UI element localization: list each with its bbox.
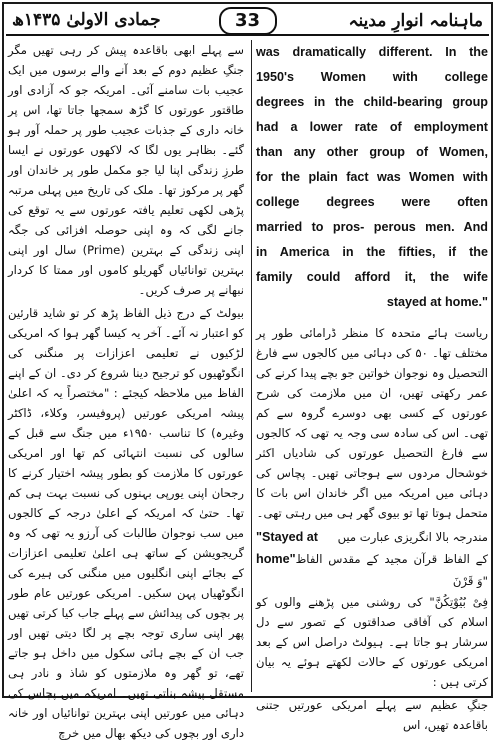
left-urdu-column xyxy=(8,40,244,740)
right-column xyxy=(256,40,488,732)
english-line: college degrees were often xyxy=(256,195,488,209)
english-line: 1950's Women with college xyxy=(256,70,488,84)
quote-line-1 xyxy=(256,526,488,548)
quote-continuation: کے الفاظ قرآن مجید کے مقدس الفاظ "وَ قَرْنَ xyxy=(295,552,488,588)
quote-intro: مندرجہ بالا انگریزی عبارت میں xyxy=(337,530,488,544)
english-line: in America in the fifties, if the xyxy=(256,245,488,259)
page-number: 33 xyxy=(219,7,277,35)
english-line-last: stayed at home." xyxy=(386,295,488,309)
english-line: family could afford it, the wife xyxy=(256,270,488,284)
quote-phrase-stayed-at: "Stayed at xyxy=(256,530,318,544)
left-paragraph-1: سے پہلے ابھی باقاعدہ پیش کر رہی تھیں مگر جنگِ عظیم دوم کے بعد آنے والے برسوں میں ایک عجیب بات سامنے آئی۔ امریکہ جو کہ آزادی اور طاقتور عورتوں کا گڑھ سمجھا جاتا تھا، اس پر خانہ داری کے جذبات عجیب طور پر حملہ آور ہو گئے۔ بظاہر یوں لگا کہ لاکھوں عورتوں نے ایسا طرزِ زندگی اپنا لیا جو مکمل طور پر خاندان اور گھر پر مرکوز تھا۔ ملک کی تاریخ میں پہلی مرتبہ پڑھی لکھی تعلیم یافتہ عورتوں سے یہ توقع کی جانے لگی کہ وہ اپنی حوصلہ افزائی کی جگہ اپنی زندگی کے بہترین (Prime) سال اور اپنی بہترین توانائیاں گھریلو کاموں اور ممتا کا کردار نبھانے پر صرف کریں۔ xyxy=(8,43,244,297)
english-line: than any other group of Women, xyxy=(256,145,488,159)
right-urdu-text xyxy=(256,323,488,735)
column-divider xyxy=(251,40,252,692)
right-paragraph-3: جنگِ عظیم سے پہلے امریکی عورتیں جتنی باقاعدہ تھیں، اس xyxy=(256,698,488,732)
left-paragraph-2: بیولٹ کے درج ذیل الفاظ پڑھ کر تو شاید قارئین کو اعتبار نہ آئے۔ آخر یہ کیسا گھر ہوا کہ امریکی لڑکیوں نے تعلیمی اعزازات پر منگنی کی انگوٹھیوں کو ترجیح دینا شروع کر دی۔ ان کے اپنے الفاظ میں ملاحظہ کیجئے : "مختصراً یہ کہ اعلیٰ پیشہ امریکی عورتیں (پروفیسر، وکلاء، ڈاکٹر وغیرہ) کا تناسب ۱۹۵۰ء میں جنگ سے قبل کے سالوں کی نسبت انتہائی کم تھا اور امریکی عورتوں کا ملازمت کو بطور پیشہ اختیار کرنے کا رجحان اپنی یورپی بہنوں کی نسبت بہت ہی کم تھا۔ حتیٰ کہ امریکہ کے اعلیٰ درجہ کے کالجوں میں سب نوجوان طالبات کی آرزو یہ تھی کہ وہ گریجویشن کے ساتھ ہی اعلیٰ تعلیمی اعزازات کے بجائے اپنی انگلیوں میں منگنی کی ہیرے کی انگوٹھیاں پہن سکیں۔ امریکی عورتیں عام طور پر بچوں کی پیدائش سے پہلے جاب کیا کرتی تھیں پھر اپنی ساری توجہ بچے پر لگا دیتی تھیں اور جب ان کے بچے ہائی سکول میں داخل ہو جاتے تھے، تو گھر وہ ملازمتوں کو شاذ و نادر ہی مستقل پیشہ بناتی تھیں۔ امریکہ میں پچاس کی دہائی میں عورتیں اپنی بہترین توانائیاں اور خانہ داری اور بچوں کی دیکھ بھال میں خرچ xyxy=(8,306,244,740)
quote-line-2 xyxy=(256,548,488,592)
issue-date: جمادی الاولیٰ ۱۴۳۵ھ xyxy=(12,10,161,30)
english-line: degrees in the child-bearing group xyxy=(256,95,488,109)
magazine-title: ماہنامہ انوارِ مدینہ xyxy=(348,11,483,31)
header-rule xyxy=(6,34,489,36)
right-paragraph-1: ریاست ہائے متحدہ کا منظر ڈرامائی طور پر مختلف تھا۔ ۵۰ کی دہائی میں کالجوں سے فارغ التحصیل وہ نوجوان خواتین جو بچے پیدا کرنے کی عمر رکھتی تھیں، ان میں ملازمت کی شرح عورتوں کے کسی بھی دوسرے گروہ سے کم تھی۔ اس کی سادہ سی وجہ یہ تھی کہ کالجوں سے فارغ التحصیل عورتوں کی شادیاں اکثر خوشحال مردوں سے ہوجاتی تھیں۔ پچاس کی دہائی میں امریکہ میں اگر خاندان اس بات کا متحمل ہوتا تھا تو بیوی گھر ہی میں رہتی تھی۔ xyxy=(256,326,488,520)
english-line: married to pros- perous men. And xyxy=(256,220,488,234)
english-line: was dramatically different. In the xyxy=(256,45,488,59)
right-paragraph-2: فِیْ بُیُوْتِکُنَّ" کی روشنی میں پڑھنے والوں کو اسلام کی آفاقی صداقتوں کے تصور سے دل سرشار ہو جاتا ہے۔ ہیولٹ دراصل اس کے بعد امریکی عورتوں کے حالات لکھتے ہوئے یہ بیان کرتی ہیں : xyxy=(256,595,488,689)
page-header xyxy=(6,6,489,36)
quote-phrase-home: home" xyxy=(256,552,296,566)
english-line: had a lower rate of employment xyxy=(256,120,488,134)
english-line: for the plain fact was Women with xyxy=(256,170,488,184)
english-quote xyxy=(256,40,488,315)
